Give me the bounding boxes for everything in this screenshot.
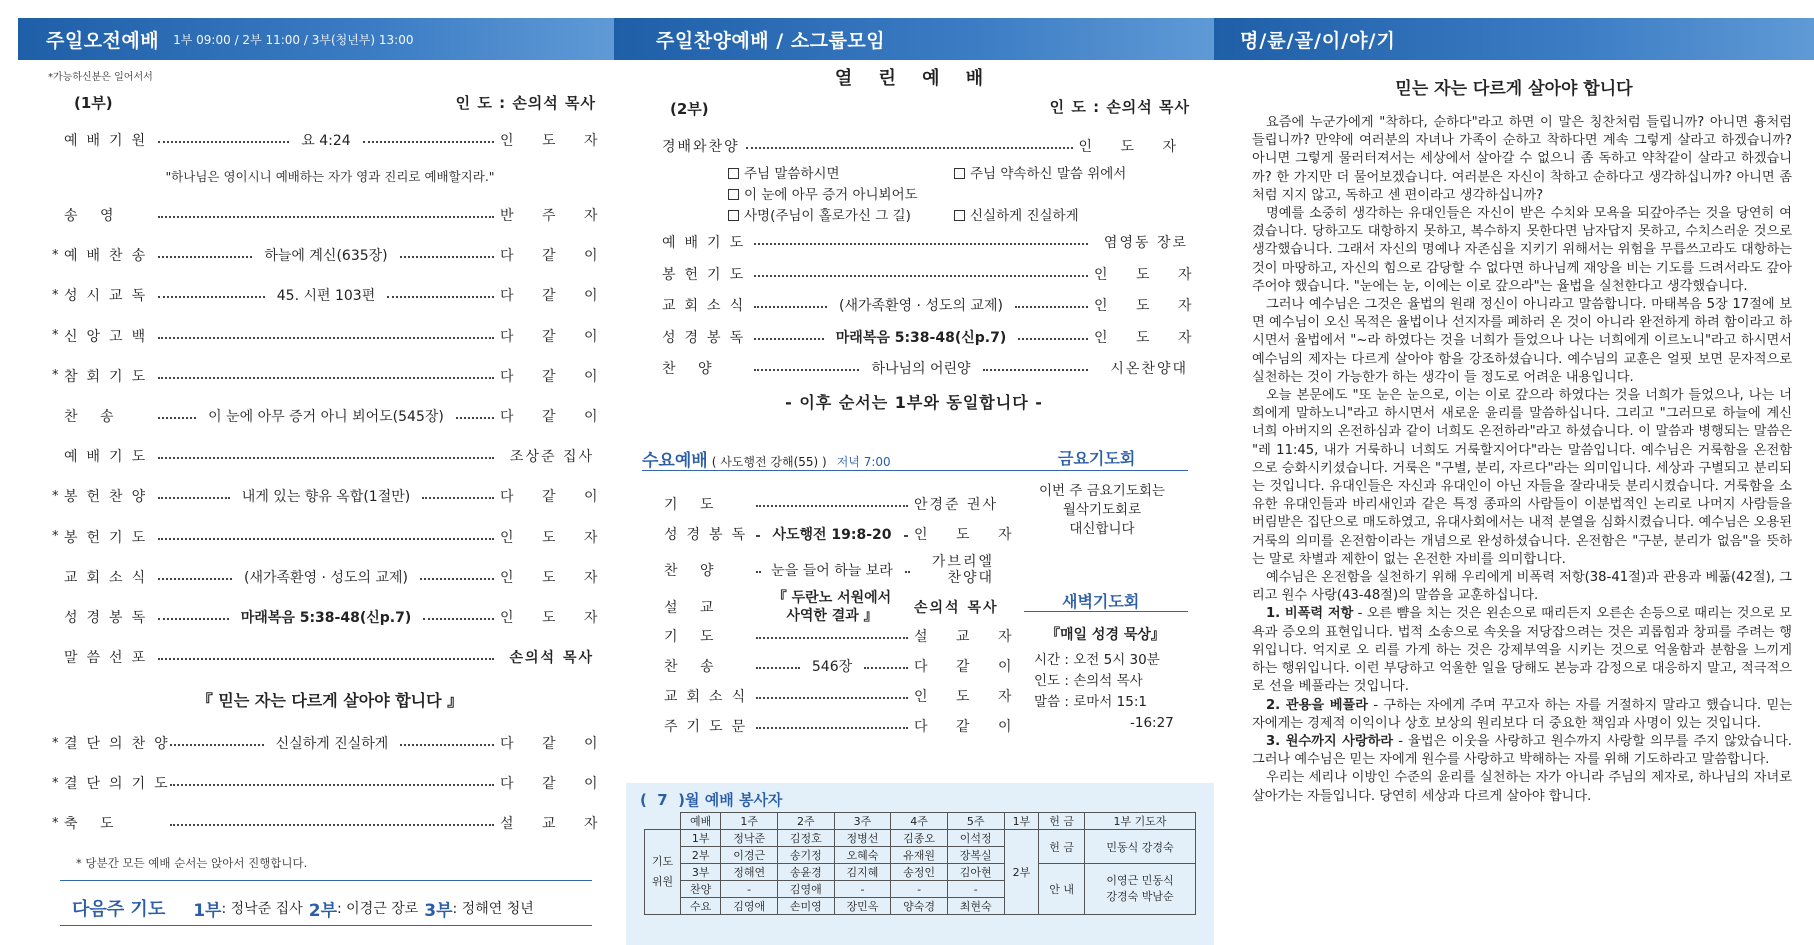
friday-line: 이번 주 금요기도회는 [1039,483,1165,499]
checkbox-icon [954,210,965,221]
table-cell: - [721,881,778,898]
row-label: 신앙고백 [64,328,155,345]
wed-sub: ( 사도행전 강해(55) ) [711,455,827,469]
row-label: 성경봉독 [662,329,753,346]
star-mark: * [52,529,59,545]
dotted-leader [158,578,232,580]
order-row [664,524,1024,544]
row-label: 성경봉독 [664,527,755,543]
row-person: 다 같 이 [500,736,610,752]
guide-name: 강경숙 박남순 [1106,890,1174,903]
paragraph: 요즘에 누군가에게 "착하다, 순하다"라고 하면 이 말은 칭찬처럼 들립니까? 아니면 흉처럼 들립니까? 만약에 여러분의 자녀나 가족이 순하고 착하다면 계속 그렇게 살라고 하겠습니까? 아니면 그렇게 물러터져서는 세상에서 살아갈 수 없으니 좀 독하고 약착같이 살라고 하겠습니까? 한 가지만 더 물어보겠습니다. 여러분은 자신이 착하고 순하다고 생각하십니까? 아니면 좀처럼 지지 않고, 독하고 센 편이라고 생각하십니까? [1252,115,1792,203]
row-label: 찬 송 [664,659,723,675]
banner-title: 명/륜/골/이/야/기 [1240,29,1396,52]
order-row [52,446,594,466]
table-cell: 김영애 [721,898,778,915]
volunteer-title: ( 7 )월 예배 봉사자 [640,791,783,809]
row-person: 다 같 이 [500,328,610,345]
table-cell: - [834,881,891,898]
banner-title: 주일오전예배 [46,29,160,52]
table-cell: 김지혜 [834,864,891,881]
divider [642,470,1016,471]
row-detail: 45. 시편 103편 [276,288,376,305]
row-label: 결단의찬양 [64,736,177,752]
table-cell: 이경근 [721,847,778,864]
order-row [52,486,610,506]
praise-label: 경배와찬양 [662,139,740,155]
dawn-val: : 로마서 15:1 [1064,694,1147,710]
star-mark: * [52,815,59,831]
dotted-leader [158,618,229,620]
song-1: 주님 말씀하시면 [744,166,840,182]
sermon-title: 『 믿는 자는 다르게 살아야 합니다 』 [196,691,464,710]
dotted-leader [170,824,494,826]
table-cell: 김정호 [777,830,834,847]
row-label: 성시교독 [64,288,155,305]
row-label: 봉헌찬양 [64,489,155,506]
next-k2: 2부 [308,900,337,921]
dotted-leader [170,744,264,746]
order-row [662,232,1188,252]
table-cell: 정해연 [721,864,778,881]
row-person: 인 도 자 [1094,329,1204,346]
dotted-leader [1018,338,1088,340]
row-detail: 사도행전 19:8-20 [772,527,892,543]
star-mark: * [52,735,59,751]
corner-cell [645,813,681,830]
row-person: 손의석 목사 [914,600,999,616]
row-person: 인 도 자 [1094,266,1204,283]
dotted-leader [158,337,494,339]
row-person: 반 주 자 [500,208,610,224]
paragraph: 그러나 예수님은 그것은 율법의 원래 정신이 아니라고 말씀합니다. 마태복음 5장 17절에 보면 예수님이 오신 목적은 율법이나 선지자를 폐하러 온 것이 아니라 완전하게 하려 함이라고 하시면서 율법에서 "~라 하였다는 것을 너희가 들었으나 나는 너희에게 이르노니"라고 하시면서 예수님의 제자는 다르게 살아야 함을 강조하셨습니다. 예수님의 교훈은 얼핏 보면 문자적으로 실천하는 것이 가능한가 하는 생각이 들 정도로 어려운 내용입니다. [1252,297,1792,385]
order-row [52,366,610,386]
row-label: 예배기도 [662,235,753,251]
dawn-title: 새벽기도회 [1062,592,1140,611]
checkbox-icon [728,210,739,221]
row-person: 다 같 이 [914,659,1024,675]
table-cell: 김아현 [947,864,1004,881]
star-mark: * [52,775,59,791]
table-cell: 김종오 [891,830,948,847]
row-label: 예배찬송 [64,248,155,265]
order-row [52,326,610,346]
row-detail: 하늘에 계신(635장) [264,248,388,265]
order-row [52,813,610,833]
star-mark: * [52,488,59,504]
order-row [52,406,610,426]
dotted-leader [363,141,494,143]
checkbox-icon [728,189,739,200]
order-row [664,656,1024,676]
dotted-leader [904,535,908,537]
row-detail: 마래복음 5:38-48(신p.7) [835,329,1007,346]
sunday-morning-panel [0,0,614,945]
song-4: 사명(주님이 홀로가신 그 길) [744,208,911,224]
order-row [52,285,610,305]
order-row [52,647,594,667]
dotted-leader [456,417,494,419]
dotted-leader [158,658,494,660]
dotted-leader [400,256,494,258]
row-label: 봉헌기도 [662,266,753,283]
row-label: 축 도 [64,816,123,832]
praise-row [662,136,1188,156]
row-label: 찬 송 [64,409,123,425]
dawn-lines [1034,650,1174,734]
row-label: 송 영 [64,208,123,224]
row-label: 찬 양 [662,361,721,377]
next-week-prayer [72,895,534,921]
table-cell: 장민옥 [834,898,891,915]
row-label: 교회소식 [664,689,755,705]
star-mark: * [52,247,59,263]
dotted-leader [158,457,494,459]
dotted-leader [756,535,760,537]
dotted-leader [170,784,494,786]
table-header: 1부 [1004,813,1039,830]
paragraph: 명예를 소중히 생각하는 유대인들은 자신이 받은 수치와 모욕을 되갚아주는 것을 당연히 여겼습니다. 당하고도 대항하지 못하고, 복수하지 못한다면 남자답지 못하고, 수치스러운 것으로 생각했습니다. 그래서 자신의 명예나 자존심을 지키기 위해서는 위험을 무릅쓰고라도 대항하는 것이 마땅하고, 자신의 힘으로 감당할 수 없다면 하나님께 재앙을 비는 기도를 드려서라도 갚아주어야 했습니다. "눈에는 눈, 이에는 이로 갚으라"는 율법을 실천한다고 생각했습니다. [1252,206,1792,294]
row-person: 인 도 자 [914,527,1024,543]
article-body [1252,114,1792,806]
table-header: 예배 [681,813,721,830]
friday-line: 월삭기도회로 [1062,502,1142,518]
order-row [662,327,1204,347]
table-cell: 장복실 [947,847,1004,864]
divider [60,880,592,881]
order-row [52,607,610,627]
dawn-key: 말씀 [1034,694,1061,710]
dawn-val: : 오전 5시 30분 [1064,652,1160,668]
row-label: 기 도 [664,629,723,645]
point-text: - 구하는 자에게 주며 꾸고자 하는 자를 거절하지 말라고 했습니다. 믿는 자에게는 경제적 이익이나 상호 보상의 원리보다 더 중요한 책임과 사명이 있는 것입니다. [1252,697,1792,731]
row-person: 다 같 이 [500,409,610,425]
table-cell: - [947,881,1004,898]
order-row [52,527,610,547]
paragraph: 우리는 세리나 이방인 수준의 윤리를 실천하는 자가 아니라 주님의 제자로, 하나님의 자녀로 살아가는 자들입니다. 당연히 세상과 다르게 살아야 합니다. [1252,770,1792,804]
row-detail: 546장 [811,659,853,675]
table-cell: 손미영 [777,898,834,915]
row-label: 교회소식 [64,569,155,586]
wed-time: 저녁 7:00 [836,455,891,469]
table-cell: 송기정 [777,847,834,864]
point-key: 2. 관용을 베풀라 [1266,697,1369,713]
order-row [52,773,610,793]
dotted-leader [158,141,289,143]
song-5: 신실하게 진실하게 [970,208,1079,224]
row-person: 다 같 이 [500,489,610,506]
next-v2: : 이경근 장로 [337,901,419,917]
row-person: 인 도 자 [1094,298,1204,314]
row-detail: 마래복음 5:38-48(신p.7) [240,610,412,626]
dotted-leader [158,256,252,258]
table-cell: 송정인 [891,864,948,881]
song-2: 주님 약속하신 말씀 위에서 [970,166,1127,182]
friday-line: 대신합니다 [1069,521,1135,537]
sunday-morning-banner [18,18,614,60]
dotted-leader [756,505,908,507]
next-v1: : 정낙준 집사 [221,901,303,917]
dotted-leader [754,338,824,340]
row-label: 참회기도 [64,368,155,385]
dotted-leader [756,667,800,669]
star-mark: * [52,368,59,384]
row-person: 인 도 자 [500,610,610,626]
next-v3: : 정해연 청년 [452,901,534,917]
table-cell: 안 내 [1039,864,1085,915]
dotted-leader [754,275,1088,277]
row-label: 교회소식 [662,298,753,314]
row-person: 설 교 자 [500,816,610,832]
table-cell: 오혜숙 [834,847,891,864]
table-cell: 최현숙 [947,898,1004,915]
order-row [52,245,610,265]
row-detail: 『 두란노 서원에서 사역한 결과 』 [772,590,892,624]
praise-right: 인 도 자 [1078,139,1188,155]
row-detail: 하나님의 어린양 [871,361,971,377]
checkbox-icon [728,168,739,179]
order-row [664,686,1024,706]
dotted-leader [158,497,230,499]
table-header: 1부 기도자 [1084,813,1195,830]
dotted-leader [1015,306,1088,308]
row-person: 인 도 자 [500,133,610,149]
dotted-leader [158,216,494,218]
row-person: 시온찬양대 [1110,361,1188,377]
table-header: 2주 [777,813,834,830]
row-label: 봉헌기도 [64,529,155,546]
dotted-leader [905,571,908,573]
order-row [664,589,999,625]
star-mark: * [52,328,59,344]
row-person: 조상준 집사 [509,449,594,466]
row-person: 인 도 자 [500,529,610,546]
next-k1: 1부 [193,900,222,921]
table-header: 헌 금 [1039,813,1085,830]
dotted-leader [754,369,859,371]
row-label: 결단의기도 [64,776,177,792]
table-cell: 김영애 [777,881,834,898]
next-week-title: 다음주 기도 [72,899,166,920]
order-row [662,264,1204,284]
dotted-leader [983,369,1088,371]
column-banner [1214,18,1814,60]
dotted-leader [422,497,494,499]
order-row [664,626,1024,646]
row-person: 손의석 목사 [509,650,594,667]
point [1252,605,1792,696]
after-note: - 이후 순서는 1부와 동일합니다 - [785,393,1043,412]
row-person: 다 같 이 [914,719,1024,735]
dawn-val: -16:27 [1130,715,1174,731]
point-key: 1. 비폭력 저항 [1266,606,1354,622]
table-cell: 3부 [681,864,721,881]
row-person: 가브리엘 찬양대 [931,554,995,586]
table-cell [1084,864,1195,915]
star-mark: * [52,287,59,303]
song-3: 이 눈에 아무 증거 아니뵈어도 [744,187,918,203]
dotted-leader [158,417,196,419]
table-cell: 찬양 [681,881,721,898]
table-cell: 수요 [681,898,721,915]
table-cell: 1부 [681,830,721,847]
dawn-sub: 『매일 성경 묵상』 [1046,627,1165,643]
order-row [52,205,610,225]
point [1252,733,1792,769]
order-row [52,733,610,753]
table-cell: 민동식 강경숙 [1084,830,1195,864]
row-detail: 신실하게 진실하게 [275,736,389,752]
row-person: 다 같 이 [500,288,610,305]
row-label: 성경봉독 [64,610,155,626]
row-detail: 눈을 들어 하늘 보라 [771,563,893,579]
row-label: 예배기도 [64,449,155,466]
next-k3: 3부 [424,900,453,921]
dawn-key: 시간 [1034,652,1061,668]
point-text: - 오른 뺨을 치는 것은 왼손으로 때리든지 오른손 손등으로 때리는 것으로 모욕과 증오의 표현입니다. 법적 소송으로 속옷을 저당잡으려는 것은 괴롭힘과 창피를 주려는 행위입니다. 억지로 오 리를 가게 하는 것은 강제부역을 시키는 것으로 억울함과 분함을 느끼게 하는 행위입니다. 이런 부당하고 억울한 일을 당해도 본능과 감정으로 대응하지 말고, 적극적으로 선을 베풀라는 것입니다. [1252,606,1792,695]
dotted-leader [423,618,494,620]
order-row [52,567,610,587]
table-header: 5주 [947,813,1004,830]
scripture-verse: "하나님은 영이시니 예배하는 자가 영과 진리로 예배할지라." [165,169,495,184]
order-row [664,716,1024,736]
dotted-leader [158,296,265,298]
row-detail: (새가족환영 · 성도의 교제) [839,298,1003,314]
point-key: 3. 원수까지 사랑하라 [1266,733,1394,749]
table-cell: 유재원 [891,847,948,864]
dotted-leader [754,243,1088,245]
guide-name: 이영근 민동식 [1106,874,1174,887]
table-cell: 정낙준 [721,830,778,847]
part-label: (1부) [74,94,113,112]
divider [1024,611,1188,612]
dawn-val: : 손의석 목사 [1064,673,1143,689]
friday-text [1016,482,1188,539]
worship-title: 열 린 예 배 [834,68,994,89]
row-person: 염영동 장로 [1103,235,1188,251]
article-title: 믿는 자는 다르게 살아야 합니다 [1395,79,1633,99]
row-person: 다 같 이 [500,248,610,265]
column-panel [1214,0,1814,945]
row-label: 찬 양 [664,563,723,579]
row-person: 안경준 권사 [914,497,999,513]
leader-label: 인 도 : 손의석 목사 [455,94,596,112]
service-times: 1부 09:00 / 2부 11:00 / 3부(청년부) 13:00 [173,32,414,47]
row-detail: (새가족환영 · 성도의 교제) [244,569,408,586]
friday-title: 금요기도회 [1058,449,1136,468]
dotted-leader [400,744,494,746]
afternoon-banner [614,18,1214,60]
table-cell: 송윤경 [777,864,834,881]
row-label: 말씀선포 [64,650,155,667]
table-header: 1주 [721,813,778,830]
divider [1016,470,1188,471]
checkbox-icon [954,168,965,179]
dotted-leader [746,147,1073,149]
seated-note: * 당분간 모든 예배 순서는 앉아서 진행합니다. [76,856,308,870]
table-cell: - [891,881,948,898]
wednesday-heading [642,446,891,471]
afternoon-panel [614,0,1214,945]
dotted-leader [754,306,827,308]
table-cell: 양숙경 [891,898,948,915]
leader-label: 인 도 : 손의석 목사 [1049,98,1190,116]
row-person: 인 도 자 [914,689,1024,705]
row-detail: 요 4:24 [301,133,351,149]
dotted-leader [756,727,908,729]
order-row [664,494,999,514]
order-row [662,295,1204,315]
dotted-leader [158,377,494,379]
order-row [52,130,610,150]
dotted-leader [756,571,759,573]
order-row [662,358,1188,378]
order-row [664,554,994,586]
row-detail: 내게 있는 향유 옥합(1절만) [241,489,411,506]
table-cell: 정병선 [834,830,891,847]
volunteer-table [644,812,1196,915]
row-label: 기 도 [664,497,723,513]
table-cell: 헌 금 [1039,830,1085,864]
row-label: 주기도문 [664,719,755,735]
banner-title: 주일찬양예배 / 소그룹모임 [656,29,886,52]
dotted-leader [387,296,494,298]
song-list [728,164,1126,227]
divider [60,925,592,926]
paragraph: 예수님은 온전함을 실천하기 위해 우리에게 비폭력 저항(38-41절)과 관용과 베풂(42절), 그리고 원수 사랑(43-48절)의 말씀을 교훈하십니다. [1252,570,1792,604]
row-person: 인 도 자 [500,569,610,586]
row-label: 예배기원 [64,133,155,149]
dotted-leader [420,578,494,580]
row-person: 설 교 자 [914,629,1024,645]
dotted-leader [158,538,494,540]
table-cell: 2부 [1004,830,1039,915]
row-detail: 이 눈에 아무 증거 아니 뵈어도(545장) [208,409,444,425]
dotted-leader [756,697,908,699]
table-header: 4주 [891,813,948,830]
row-person: 다 같 이 [500,368,610,385]
table-header: 3주 [834,813,891,830]
side-label: 기도 위원 [645,830,681,915]
table-cell: 이석정 [947,830,1004,847]
point [1252,697,1792,733]
standing-note: *가능하신분은 일어서서 [48,72,153,83]
row-person: 다 같 이 [500,776,610,792]
dotted-leader [756,637,908,639]
point-text: - 율법은 이웃을 사랑하고 원수까지 사랑할 의무를 주지 않았습니다. 그러나 예수님은 믿는 자에게 원수를 사랑하고 박해하는 자를 위해 기도하라고 말씀합니다. [1252,733,1793,768]
wed-title: 수요예배 [642,451,708,471]
row-label: 설 교 [664,600,723,616]
dawn-key: 인도 [1034,673,1061,689]
paragraph: 오늘 본문에도 "또 눈은 눈으로, 이는 이로 갚으라 하였다는 것을 너희가 들었으나, 나는 너희에게 말하노니"라고 하시면서 새로운 윤리를 말씀하십니다. 그리고 "그러므로 하늘에 계신 너희 아버지의 온전하심과 같이 너희도 온전하라"라고 하셨습니다. 이 말씀과 병행되는 말씀은 "레 11:45, 내가 거룩하니 너희도 거룩할지어다"라는 말씀입니다. 예수님은 거룩함을 온전함으로 승화시키셨습니다. 거룩은 "구별, 분리, 자르다"라는 의미입니다. 세상과 구별되고 분리되는 것입니다. 유대인들은 자신과 유대인이 아닌 자들을 잘라내듯 분리시켰습니다. 거룩함을 소유한 유대인들과 바리새인과 같은 특정 종파의 사람들이 이분법적인 논리로 나머지 사람들을 버림받은 집단으로 매도하였고, 유대사회에서는 내적 분열을 심화시켰습니다. 예수님은 오용된 거룩의 의미를 온전함이라는 개념으로 완성하셨습니다. 온전함은 "구분, 분리가 없음"을 뜻하는 말로 차별과 제한이 없는 온전한 자비를 의미합니다. [1252,388,1792,567]
table-cell: 2부 [681,847,721,864]
dotted-leader [864,667,908,669]
part-label: (2부) [670,100,709,118]
